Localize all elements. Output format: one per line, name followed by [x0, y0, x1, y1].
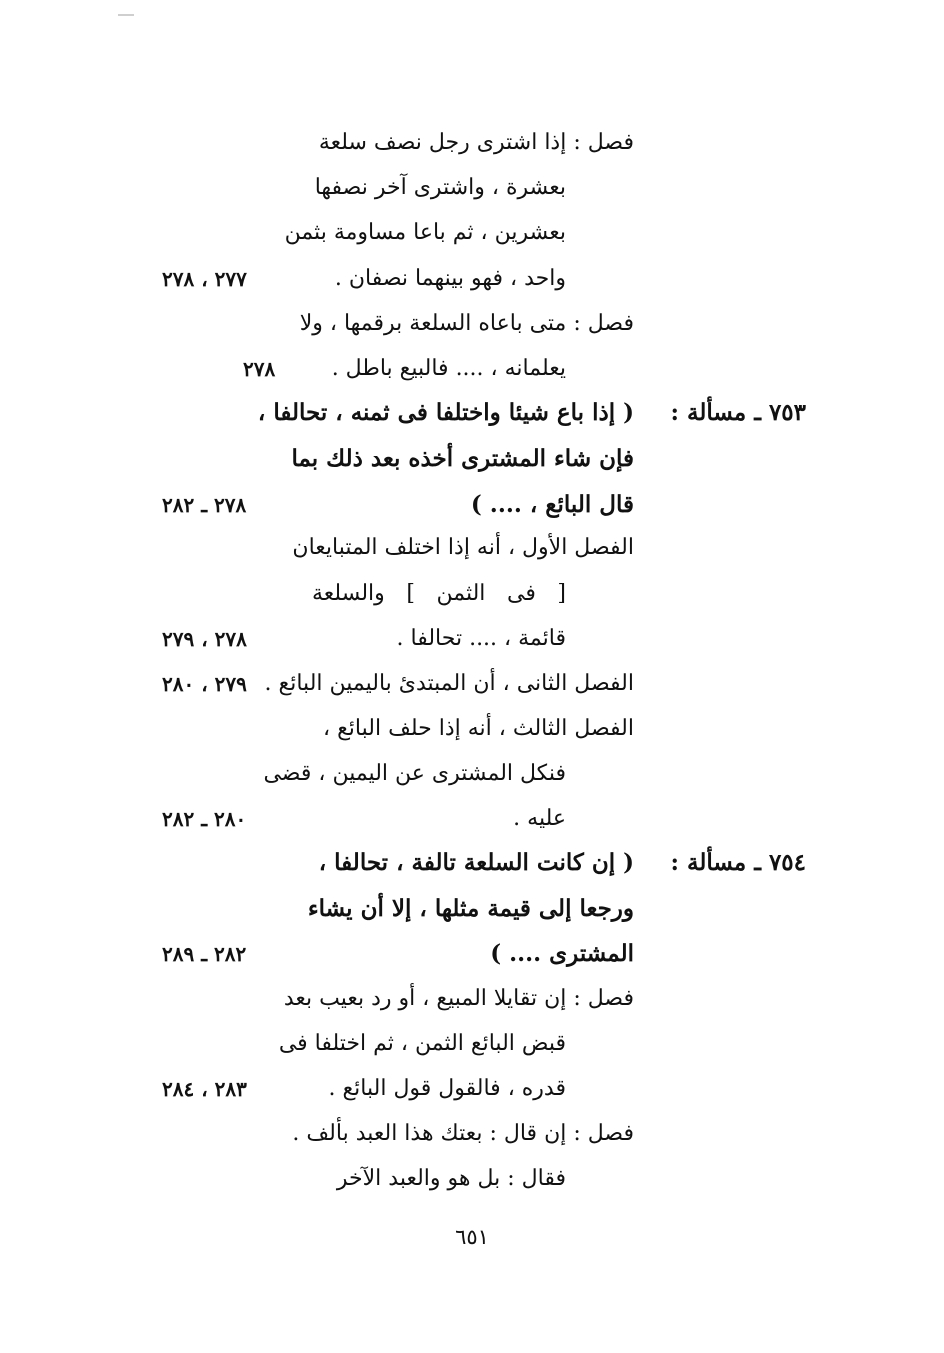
index-line — [0, 571, 944, 617]
entry-text: فنكل المشترى عن اليمين ، قضى — [263, 761, 566, 786]
entry-text: ورجعا إلى قيمة مثلها ، إلا أن يشاء — [307, 895, 634, 922]
scan-mark — [118, 14, 134, 16]
entry-text: قال البائع ، .... ) — [470, 491, 634, 518]
index-line — [0, 1021, 944, 1067]
index-line — [0, 390, 944, 436]
entry-text: فإن شاء المشترى أخذه بعد ذلك بما — [291, 445, 634, 472]
entry-text: بعشرين ، ثم باعا مساومة بثمن — [284, 220, 566, 245]
entry-text: الفصل الثانى ، أن المبتدئ باليمين البائع . — [264, 671, 634, 696]
page-reference: ٢٨٢ ـ ٢٨٩ — [162, 942, 247, 966]
entry-text: قدره ، فالقول قول البائع . — [328, 1076, 566, 1101]
index-line — [0, 840, 944, 886]
page-number: ٦٥١ — [455, 1225, 489, 1249]
index-line — [0, 1111, 944, 1157]
index-line — [0, 886, 944, 932]
index-line — [0, 751, 944, 797]
index-line — [0, 256, 944, 302]
page-reference: ٢٧٨ — [243, 357, 276, 381]
entry-text: [ فى الثمن ] والسلعة — [312, 581, 566, 606]
index-line — [0, 120, 944, 166]
entry-text: قائمة ، .... تحالفا . — [396, 626, 566, 651]
page-reference: ٢٧٨ ، ٢٧٩ — [162, 627, 247, 651]
entry-text: الفصل الأول ، أنه إذا اختلف المتبايعان — [292, 535, 634, 560]
index-line — [0, 1066, 944, 1112]
entry-text: ( إذا باع شيئا واختلفا فى ثمنه ، تحالفا ، — [257, 399, 634, 426]
index-line — [0, 1156, 944, 1202]
index-line — [0, 482, 944, 528]
entry-text: يعلمانه ، .... فالبيع باطل . — [331, 356, 566, 381]
index-line — [0, 976, 944, 1022]
entry-text: عليه . — [513, 806, 566, 831]
index-line — [0, 301, 944, 347]
entry-text: المشترى .... ) — [490, 940, 634, 967]
index-line — [0, 931, 944, 977]
page-reference: ٢٨٠ ـ ٢٨٢ — [162, 807, 247, 831]
masala-label: ٧٥٣ ـ مسألة : — [670, 399, 806, 426]
masala-label: ٧٥٤ ـ مسألة : — [670, 849, 806, 876]
entry-text: قبض البائع الثمن ، ثم اختلفا فى — [278, 1031, 566, 1056]
page-reference: ٢٧٩ ، ٢٨٠ — [162, 672, 247, 696]
index-line — [0, 165, 944, 211]
entry-text: فصل : إن تقايلا المبيع ، أو رد بعيب بعد — [283, 986, 634, 1011]
index-line — [0, 346, 944, 392]
index-line — [0, 661, 944, 707]
page-reference: ٢٧٨ ـ ٢٨٢ — [162, 493, 247, 517]
index-line — [0, 616, 944, 662]
index-line — [0, 210, 944, 256]
entry-text: ( إن كانت السلعة تالفة ، تحالفا ، — [318, 849, 634, 876]
entry-text: فقال : بل هو والعبد الآخر — [336, 1166, 566, 1191]
index-line — [0, 796, 944, 842]
index-line — [0, 706, 944, 752]
page-reference: ٢٨٣ ، ٢٨٤ — [162, 1077, 247, 1101]
entry-text: فصل : متى باعاه السلعة برقمها ، ولا — [299, 311, 634, 336]
entry-text: بعشرة ، واشترى آخر نصفها — [314, 175, 566, 200]
page-reference: ٢٧٧ ، ٢٧٨ — [162, 267, 247, 291]
entry-text: فصل : إذا اشترى رجل نصف سلعة — [318, 130, 634, 155]
entry-text: فصل : إن قال : بعتك هذا العبد بألف . — [292, 1121, 634, 1146]
index-line — [0, 525, 944, 571]
entry-text: الفصل الثالث ، أنه إذا حلف البائع ، — [323, 716, 634, 741]
index-line — [0, 436, 944, 482]
entry-text: واحد ، فهو بينهما نصفان . — [334, 266, 566, 291]
